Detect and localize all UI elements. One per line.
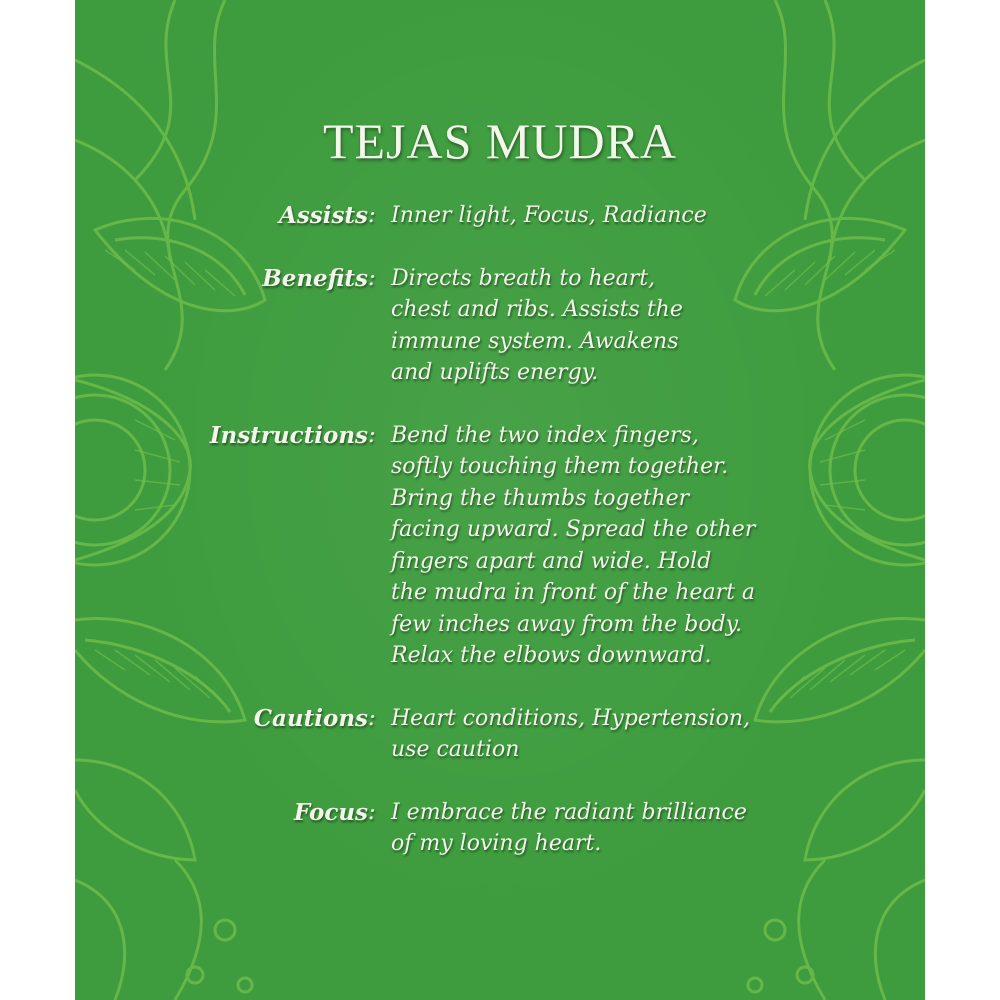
section-spacer [75, 389, 925, 420]
label-colon: : [368, 704, 376, 731]
section-text [391, 797, 747, 860]
text-line: and uplifts energy. [391, 360, 599, 385]
section-focus [75, 797, 925, 860]
section-label: Benefits [262, 264, 368, 292]
section-instructions [75, 420, 925, 672]
section-label: Focus [293, 798, 368, 826]
text-line: Heart conditions, Hypertension, [391, 705, 751, 731]
text-line: few inches away from the body. [391, 611, 743, 637]
section-label: Instructions [209, 421, 368, 449]
section-cautions [75, 703, 925, 766]
text-line: Directs breath to heart, [391, 265, 656, 291]
text-line: immune system. Awakens [391, 328, 679, 354]
section-label: Assists [278, 202, 368, 229]
text-line: Inner light, Focus, Radiance [391, 203, 707, 228]
text-line: Bend the two index fingers, [391, 422, 699, 448]
mudra-details [75, 200, 925, 860]
label-colon: : [368, 202, 376, 228]
text-line: facing upward. Spread the other [391, 517, 756, 542]
section-spacer [75, 766, 925, 797]
section-text [391, 420, 755, 672]
mudra-card [75, 0, 925, 1000]
section-label: Cautions [253, 704, 368, 732]
label-colon: : [368, 264, 376, 291]
card-title: TEJAS MUDRA [322, 113, 678, 169]
text-line: Bring the thumbs together [391, 485, 690, 511]
label-colon: : [368, 421, 376, 448]
text-line: chest and ribs. Assists the [391, 297, 683, 322]
section-spacer [75, 232, 925, 263]
label-colon: : [368, 798, 376, 825]
section-spacer [75, 672, 925, 703]
section-text [391, 703, 750, 766]
text-line: use caution [391, 737, 520, 762]
text-line: Relax the elbows downward. [391, 643, 712, 668]
text-line: the mudra in front of the heart a [391, 580, 756, 605]
text-line: of my loving heart. [391, 831, 602, 856]
section-benefits [75, 263, 925, 389]
text-line: fingers apart and wide. Hold [391, 548, 712, 574]
section-text [391, 263, 683, 389]
text-line: softly touching them together. [391, 454, 729, 479]
section-text [391, 200, 707, 232]
text-line: I embrace the radiant brilliance [391, 799, 747, 825]
section-assists [75, 200, 925, 232]
